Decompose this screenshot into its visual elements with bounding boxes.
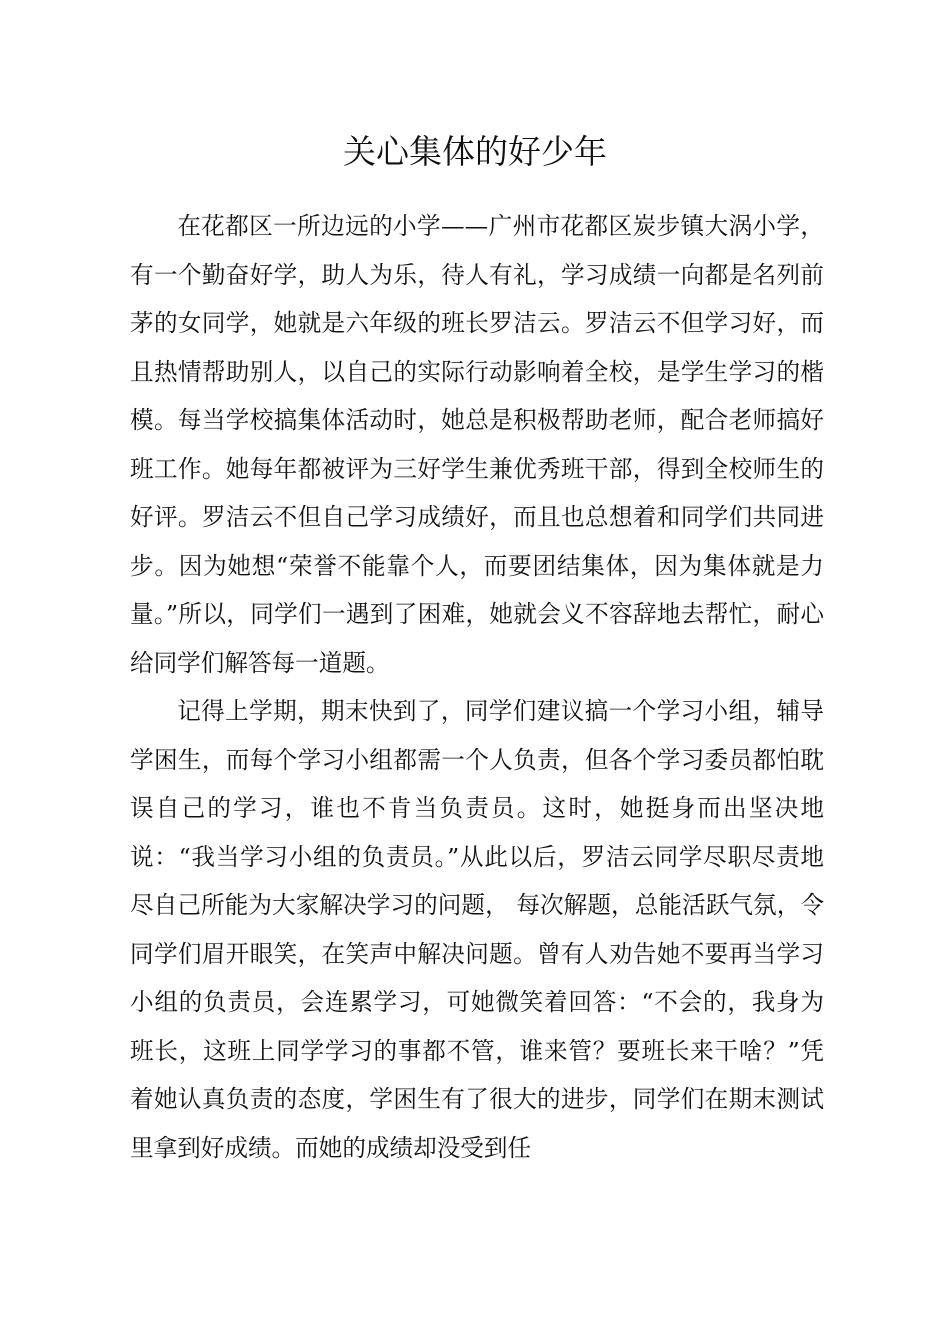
paragraph-1: 在花都区一所边远的小学——广州市花都区炭步镇大涡小学，有一个勤奋好学，助人为乐，待人有礼，学习成绩一向都是名列前茅的女同学，她就是六年级的班长罗洁云。罗洁云不但学习好，而且热情帮助别人，以自己的实际行动影响着全校，是学生学习的楷模。每当学校搞集体活动时，她总是积极帮助老师，配合老师搞好班工作。她每年都被评为三好学生兼优秀班干部，得到全校师生的好评。罗洁云不但自己学习成绩好，而且也总想着和同学们共同进步。因为她想“荣誉不能靠个人，而要团结集体，因为集体就是力量。”所以，同学们一遇到了困难，她就会义不容辞地去帮忙，耐心给同学们解答每一道题。 bbox=[130, 212, 824, 677]
document-body bbox=[130, 202, 824, 1172]
document-title: 关心集体的好少年 bbox=[343, 132, 607, 171]
paragraph-2: 记得上学期，期末快到了，同学们建议搞一个学习小组，辅导学困生，而每个学习小组都需一个人负责，但各个学习委员都怕耽误自己的学习，谁也不肯当负责员。这时，她挺身而出坚决地说：“我当学习小组的负责员。”从此以后，罗洁云同学尽职尽责地尽自己所能为大家解决学习的问题， 每次解题，总能活跃气氛，令同学们眉开眼笑，在笑声中解决问题。曾有人劝告她不要再当学习小组的负责员，会连累学习，可她微笑着回答：“不会的，我身为班长，这班上同学学习的事都不管，谁来管？要班长来干啥？”凭着她认真负责的态度，学困生有了很大的进步，同学们在期末测试里拿到好成绩。而她的成绩却没受到任 bbox=[130, 697, 824, 1162]
